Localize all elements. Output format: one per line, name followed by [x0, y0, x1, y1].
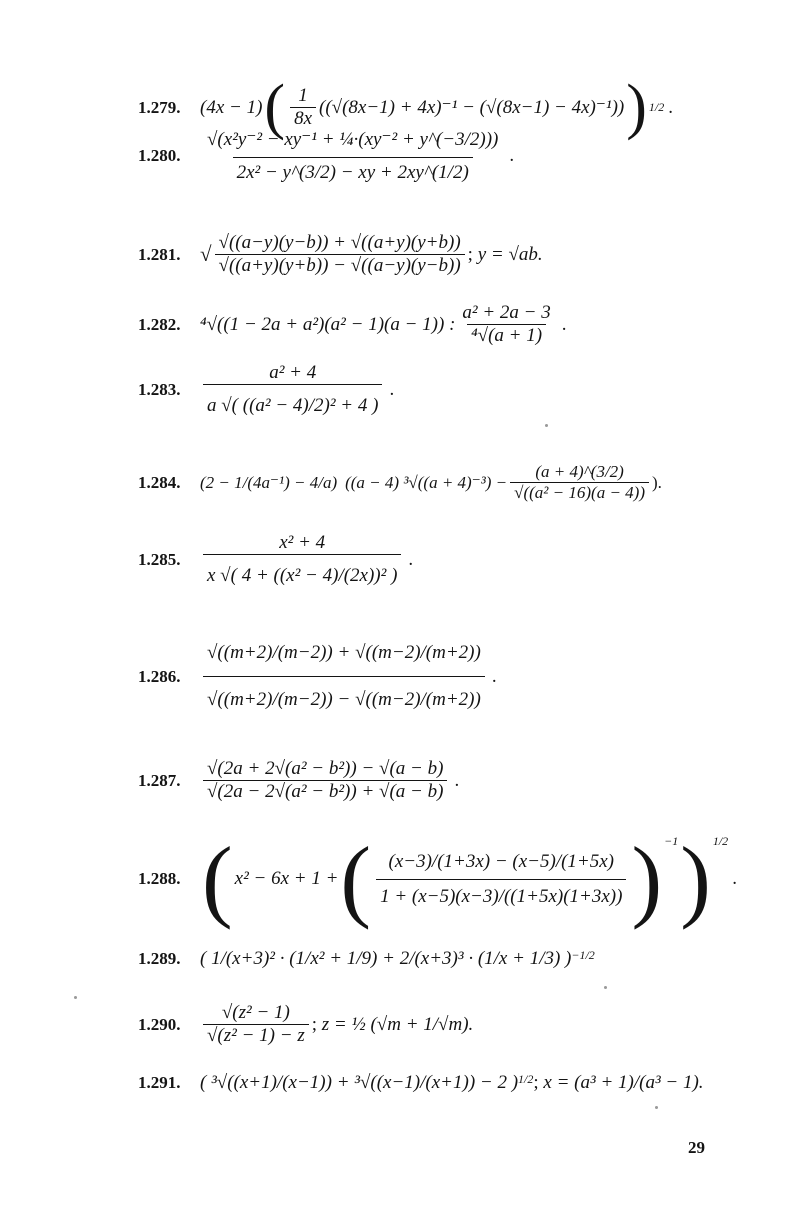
fraction — [203, 758, 447, 803]
denominator: x √( 4 + ((x² − 4)/(2x))² ) — [203, 554, 401, 587]
problem-expression: $\frac{\text{√(z² − 1)}}{\text{√(z² − 1) − z}}$ ; z = ½ (√m + 1/√m). — [200, 1002, 473, 1047]
problem-number: 1.286. — [138, 666, 181, 686]
denominator: √((a² − 16)(a − 4)) — [510, 482, 649, 503]
numerator: √(2a + 2√(a² − b²)) − √(a − b) — [207, 758, 444, 779]
condition: x = (a³ + 1)/(a³ − 1). — [543, 1072, 704, 1093]
problem-1-282 — [138, 302, 567, 347]
paren-left-icon: ( — [202, 828, 233, 930]
condition: z = ½ (√m + 1/√m). — [321, 1013, 474, 1035]
denominator: 8x — [290, 107, 316, 130]
problem-1-284 — [138, 462, 662, 503]
numerator: √(z² − 1) — [221, 1002, 290, 1023]
expr-part: (2 − 1/(4a⁻¹) − 4/a) — [200, 472, 338, 492]
problem-1-281 — [138, 232, 543, 277]
numerator: (x−3)/(1+3x) − (x−5)/(1+5x) — [388, 850, 615, 872]
problem-number: 1.291. — [138, 1073, 181, 1092]
scan-speck — [545, 424, 548, 427]
problem-number: 1.281. — [138, 244, 181, 264]
paren-right-icon: ) — [631, 828, 663, 930]
fraction — [203, 630, 485, 723]
denominator: a √( ((a² − 4)/2)² + 4 ) — [203, 384, 382, 417]
numerator: 1 — [298, 85, 308, 106]
exponent: 1/2 — [648, 100, 665, 114]
exponent: 1/2 — [712, 834, 729, 848]
fraction — [458, 302, 554, 347]
problem-expression: ⁴√((1 − 2a + a²)(a² − 1)(a − 1)) : $\frac{\text{a² + 2a − 3}}{\text{⁴√(a + 1)}}$ . — [200, 302, 567, 346]
problem-number: 1.284. — [138, 472, 181, 492]
paren-right-icon: ) — [680, 828, 711, 930]
paren-left-icon: ( — [264, 73, 286, 141]
problem-expression: (4x − 1) ( $\frac{1}{8x}$ ((√(8x−1) + 4x)⁻¹ − (√(8x−1) − 4x)⁻¹)) ) 1/2 . — [200, 73, 674, 141]
denominator: √(z² − 1) − z — [203, 1024, 309, 1047]
problem-number: 1.289. — [138, 949, 181, 968]
denominator: ⁴√(a + 1) — [467, 324, 546, 347]
problem-1-288 — [138, 826, 737, 932]
numerator: x² + 4 — [279, 532, 326, 553]
expr-part: ((√(8x−1) + 4x)⁻¹ − (√(8x−1) − 4x)⁻¹)) — [319, 97, 625, 118]
problem-1-283 — [138, 362, 394, 417]
problem-expression: $\frac{\text{√(2a + 2√(a² − b²)) − √(a − b)}}{\text{√(2a − 2√(a² − b²)) + √(a − b)}}$ . — [200, 758, 459, 803]
exponent: 1/2 — [518, 1072, 534, 1086]
fraction — [510, 462, 649, 503]
problem-number: 1.287. — [138, 770, 181, 790]
expr-part: x² − 6x + 1 + — [234, 868, 339, 889]
problem-expression: $\frac{\text{x² + 4}}{\text{x √( 4 + ((x² − 4)/(2x))² )}}$ . — [200, 532, 413, 587]
expr-part: ((a − 4) ³√((a + 4)⁻³) − — [345, 472, 508, 492]
exponent: −1 — [664, 834, 679, 848]
problem-expression: √ $\frac{√((a-y)(y-b)) + √((a+y)(y+b))}{√((a+y)(y+b)) - √((a-y)(y-b))}$ ; y = √ab. — [200, 232, 543, 276]
scan-speck — [604, 986, 607, 989]
problem-number: 1.279. — [138, 97, 181, 117]
expr-part: (4x − 1) — [200, 96, 263, 118]
problem-number: 1.288. — [138, 869, 181, 888]
problem-number: 1.285. — [138, 549, 181, 569]
condition: y = √ab. — [477, 243, 543, 265]
problem-number: 1.283. — [138, 379, 181, 399]
problem-expression — [200, 948, 595, 970]
problem-expression: $\frac{√((m+2)/(m-2)) + √((m-2)/(m+2))}{√((m+2)/(m-2)) - √((m-2)/(m+2))}$ . — [200, 630, 497, 723]
problem-expression: ( x² − 6x + 1 + ( $\frac{(x-3)/(1+3x) - (x-5)/(1+5x)}{1 + (x-5)(x-3)/((1+5x)(1+3x))}$ ) −1 ) 1/2 . — [202, 828, 737, 930]
problem-number: 1.282. — [138, 314, 181, 334]
scan-speck — [74, 996, 77, 999]
expr-part: ( 1/(x+3)² · (1/x² + 1/9) + 2/(x+3)³ · (1/x + 1/3) ) — [200, 948, 572, 969]
paren-right-icon: ) — [626, 73, 647, 141]
problem-number: 1.290. — [138, 1014, 181, 1034]
numerator: a² + 2a − 3 — [462, 302, 551, 323]
problem-expression: $\frac{\text{√(x²y⁻² − xy⁻¹ + ¼·(xy⁻² + y\textasciicircum{}(−3/2)))}}{\text{2x² − y\textasciicircum{}(3/2) − xy + 2xy\textasciicircum{}(1/2)}}$ . — [200, 128, 514, 184]
expr-part: ( ³√((x+1)/(x−1)) + ³√((x−1)/(x+1)) − 2 ) — [200, 1072, 519, 1093]
fraction — [203, 362, 382, 417]
problem-1-289 — [138, 948, 595, 970]
problem-number: 1.280. — [138, 146, 181, 165]
numerator: a² + 4 — [269, 362, 317, 383]
problem-expression: ( ³√((x+1)/(x−1)) + ³√((x−1)/(x+1)) − 2 ) 1/2 ; x = (a³ + 1)/(a³ − 1). — [200, 1072, 704, 1093]
problem-1-291 — [138, 1072, 704, 1094]
numerator: (a + 4)^(3/2) — [535, 462, 624, 481]
exponent: −1/2 — [571, 948, 595, 962]
problem-1-280 — [138, 128, 514, 184]
page-number: 29 — [688, 1138, 705, 1157]
sqrt-icon: √ — [200, 242, 212, 266]
expr-part: ⁴√((1 − 2a + a²)(a² − 1)(a − 1)) : — [200, 313, 456, 335]
numerator: √(x²y⁻² − xy⁻¹ + ¼·(xy⁻² + y^(−3/2))) — [207, 129, 499, 150]
scan-speck — [655, 1106, 658, 1109]
problem-1-287 — [138, 758, 459, 803]
denominator: 1 + (x−5)(x−3)/((1+5x)(1+3x)) — [376, 879, 626, 908]
problem-1-286 — [138, 630, 497, 723]
problem-1-285 — [138, 532, 413, 587]
denominator: 2x² − y^(3/2) − xy + 2xy^(1/2) — [233, 157, 473, 184]
fraction — [203, 1002, 309, 1047]
problem-expression: $\frac{\text{a² + 4}}{\text{a √( ((a² − 4)/2)² + 4 )}}$ . — [200, 362, 394, 417]
denominator: √((m+2)/(m−2)) − √((m−2)/(m+2)) — [203, 676, 485, 723]
fraction — [376, 851, 626, 908]
denominator: √(2a − 2√(a² − b²)) + √(a − b) — [203, 780, 447, 803]
problem-expression: (2 − 1/(4a⁻¹) − 4/a) ((a − 4) ³√((a + 4)⁻³) − $\frac{(a + 4)\^{}(3/2)}{\text{√((a² − 16)(a − 4))}}$ ). — [200, 462, 662, 502]
fraction — [203, 128, 502, 184]
problem-1-290 — [138, 1002, 473, 1047]
numerator: √((m+2)/(m−2)) + √((m−2)/(m+2)) — [207, 642, 481, 663]
numerator: √((a−y)(y−b)) + √((a+y)(y+b)) — [218, 232, 461, 253]
fraction — [290, 85, 316, 130]
fraction — [203, 532, 401, 587]
fraction — [215, 232, 465, 277]
denominator: √((a+y)(y+b)) − √((a−y)(y−b)) — [215, 254, 465, 277]
paren-left-icon: ( — [340, 828, 372, 930]
